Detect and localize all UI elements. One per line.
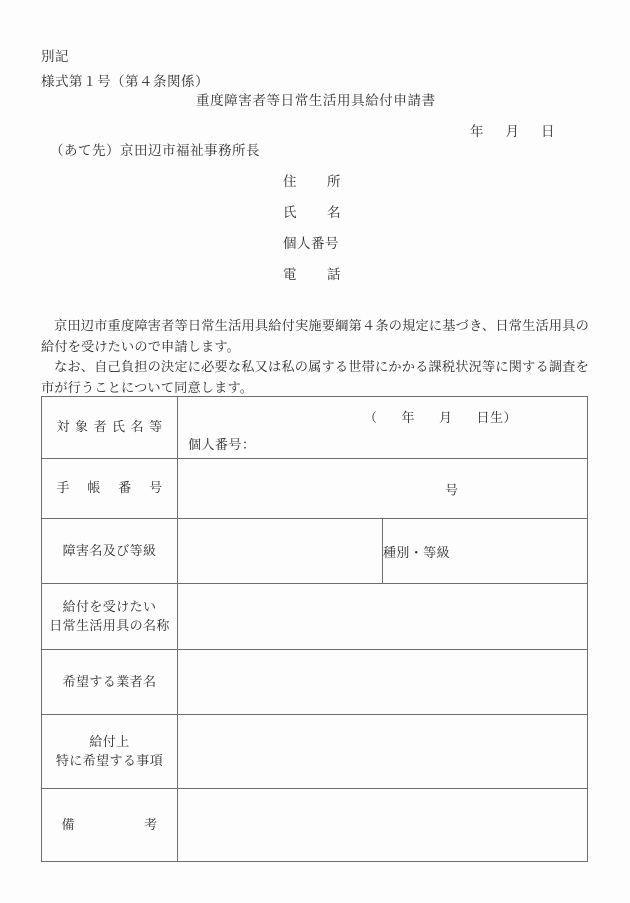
applicant-phone-label: 電話	[283, 267, 341, 283]
applicant-address-row	[283, 170, 341, 201]
table-row-request	[42, 715, 588, 789]
applicant-name-row	[283, 201, 341, 232]
row-label-equipment	[42, 584, 178, 650]
row-label-techo	[42, 459, 178, 519]
row-label-techo-text: 手帳番号	[56, 481, 163, 496]
disability-grade-sublabel: 種別・等級	[383, 545, 451, 561]
birth-month-label: 月	[439, 411, 453, 426]
table-row-remarks	[42, 789, 588, 862]
row-value-vendor[interactable]	[178, 650, 588, 715]
row-value-equipment[interactable]	[178, 584, 588, 650]
birth-year-label: 年	[401, 411, 416, 426]
table-row-vendor	[42, 650, 588, 715]
techo-unit-label: 号	[445, 483, 459, 498]
birth-date-placeholder	[364, 407, 517, 426]
row-label-request-line2: 特に希望する事項	[55, 753, 164, 769]
applicant-name-label: 氏名	[283, 205, 341, 221]
addressee-line: （あて先）京田辺市福祉事務所長	[50, 143, 260, 159]
row-label-remarks-text: 備考	[61, 817, 158, 833]
declaration-paragraph-2: なお、自己負担の決定に必要な私又は私の属する世帯にかかる課税状況等に関する調査を市が行うことについて同意します。	[41, 360, 589, 396]
table-row-disability	[42, 519, 588, 584]
birth-day-label: 日生）	[476, 411, 518, 426]
row-label-request	[42, 715, 178, 789]
submission-date-line	[470, 120, 555, 140]
date-month-label: 月	[505, 124, 519, 140]
row-label-disability-text: 障害名及び等級	[62, 543, 157, 559]
row-value-name[interactable]	[178, 397, 588, 459]
table-row-techo	[42, 459, 588, 519]
table-row-name	[42, 397, 588, 459]
row-value-techo[interactable]	[178, 459, 588, 519]
table-row-equipment	[42, 584, 588, 650]
declaration-paragraph-1: 京田辺市重度障害者等日常生活用具給付実施要綱第４条の規定に基づき、日常生活用具の給付を受けたいので申請します。	[41, 319, 589, 355]
row-label-vendor	[42, 650, 178, 715]
row-label-equipment-line2: 日常生活用具の名称	[49, 618, 170, 634]
date-year-label: 年	[470, 124, 484, 140]
applicant-info-block	[283, 170, 341, 294]
birth-open-paren: （	[364, 411, 378, 426]
row-value-remarks[interactable]	[178, 789, 588, 862]
row-label-vendor-text: 希望する業者名	[62, 674, 157, 690]
row-label-name	[42, 397, 178, 459]
row-value-disability-grade[interactable]	[383, 519, 588, 584]
row-label-equipment-line1: 給付を受けたい	[62, 599, 157, 615]
form-number-label: 様式第１号（第４条関係）	[41, 74, 209, 90]
applicant-mynumber-row	[283, 232, 341, 263]
page-title: 重度障害者等日常生活用具給付申請書	[196, 93, 436, 109]
row-value-disability-name[interactable]	[178, 519, 383, 584]
row-label-remarks	[42, 789, 178, 862]
applicant-address-label: 住所	[283, 174, 341, 190]
applicant-mynumber-label: 個人番号	[283, 236, 339, 252]
row-label-name-text: 対象者氏名等	[56, 420, 163, 435]
row-label-request-line1: 給付上	[89, 734, 130, 750]
date-day-label: 日	[541, 124, 555, 140]
row-value-request[interactable]	[178, 715, 588, 789]
row-mynumber-label: 個人番号：	[188, 438, 256, 453]
application-detail-table	[41, 396, 588, 862]
form-classification-label: 別記	[41, 49, 69, 65]
applicant-phone-row	[283, 263, 341, 294]
declaration-text	[41, 317, 589, 399]
row-label-disability	[42, 519, 178, 584]
